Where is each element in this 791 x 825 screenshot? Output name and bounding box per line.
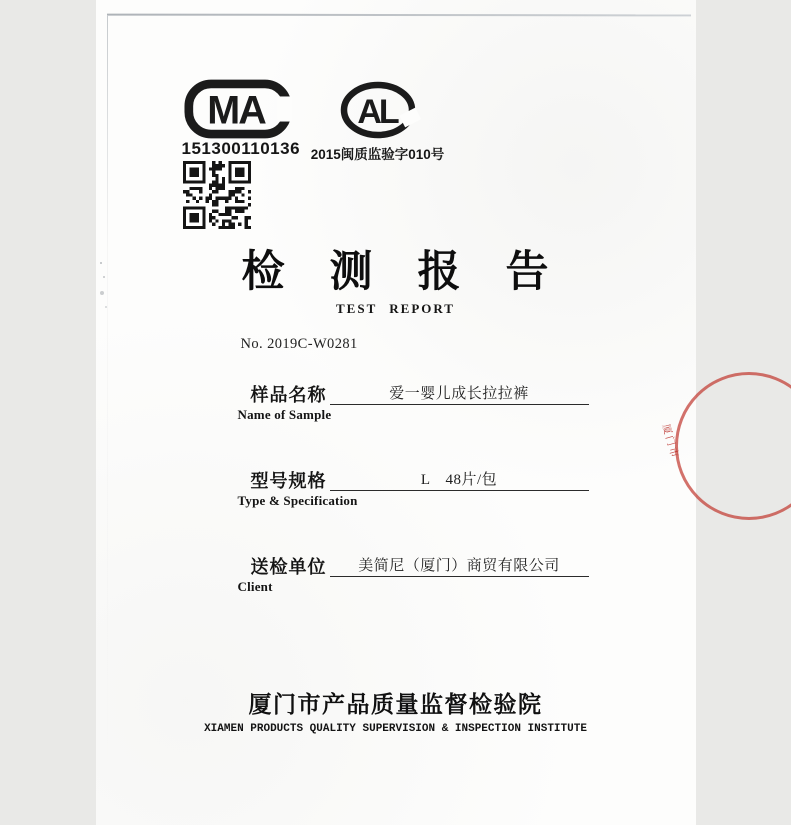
scanned-test-report-page <box>96 0 696 825</box>
cal-mark-icon <box>339 82 417 140</box>
field-underline <box>330 470 589 491</box>
cma-certification-block <box>181 80 301 159</box>
cma-mark-icon <box>184 80 292 138</box>
cal-letters: AL <box>356 93 397 131</box>
cma-number: 151300110136 <box>181 139 301 158</box>
qr-code <box>183 161 251 229</box>
official-stamp <box>659 399 696 487</box>
cal-certification-block <box>308 82 448 163</box>
field-label-en: Type & Specification <box>237 493 358 508</box>
field-label-en: Name of Sample <box>237 407 332 422</box>
stamp-ring-icon <box>675 372 791 520</box>
field-value: 美简尼（厦门）商贸有限公司 <box>358 558 560 574</box>
field-underline <box>330 556 589 577</box>
institute-name-cn: 厦门市产品质量监督检验院 <box>248 692 543 717</box>
field-name-of-sample <box>238 384 589 423</box>
field-label-cn: 型号规格 <box>250 471 327 491</box>
field-type-specification <box>238 470 589 509</box>
page-edge-top <box>106 14 690 17</box>
report-title-cn: 检 测 报 告 <box>241 249 550 296</box>
field-label-cn: 样品名称 <box>250 385 327 405</box>
field-label-en: Client <box>237 579 273 594</box>
stamp-partial-text: 厦门市 <box>659 423 680 461</box>
field-client <box>238 556 589 595</box>
field-underline <box>330 384 589 405</box>
field-value: 爱一婴儿成长拉拉裤 <box>389 386 529 402</box>
report-title-en: TEST REPORT <box>336 301 455 316</box>
institute-name-en: XIAMEN PRODUCTS QUALITY SUPERVISION & INSPECTION INSTITUTE <box>204 723 587 735</box>
field-label-cn: 送检单位 <box>250 557 327 577</box>
report-number: No. 2019C-W0281 <box>240 336 358 352</box>
cal-license-number: 2015闽质监验字010号 <box>310 147 445 162</box>
cma-letters: MA <box>206 88 265 133</box>
issuing-institute <box>96 686 696 735</box>
page-edge-left <box>107 15 108 795</box>
field-value: L 48片/包 <box>420 472 498 488</box>
